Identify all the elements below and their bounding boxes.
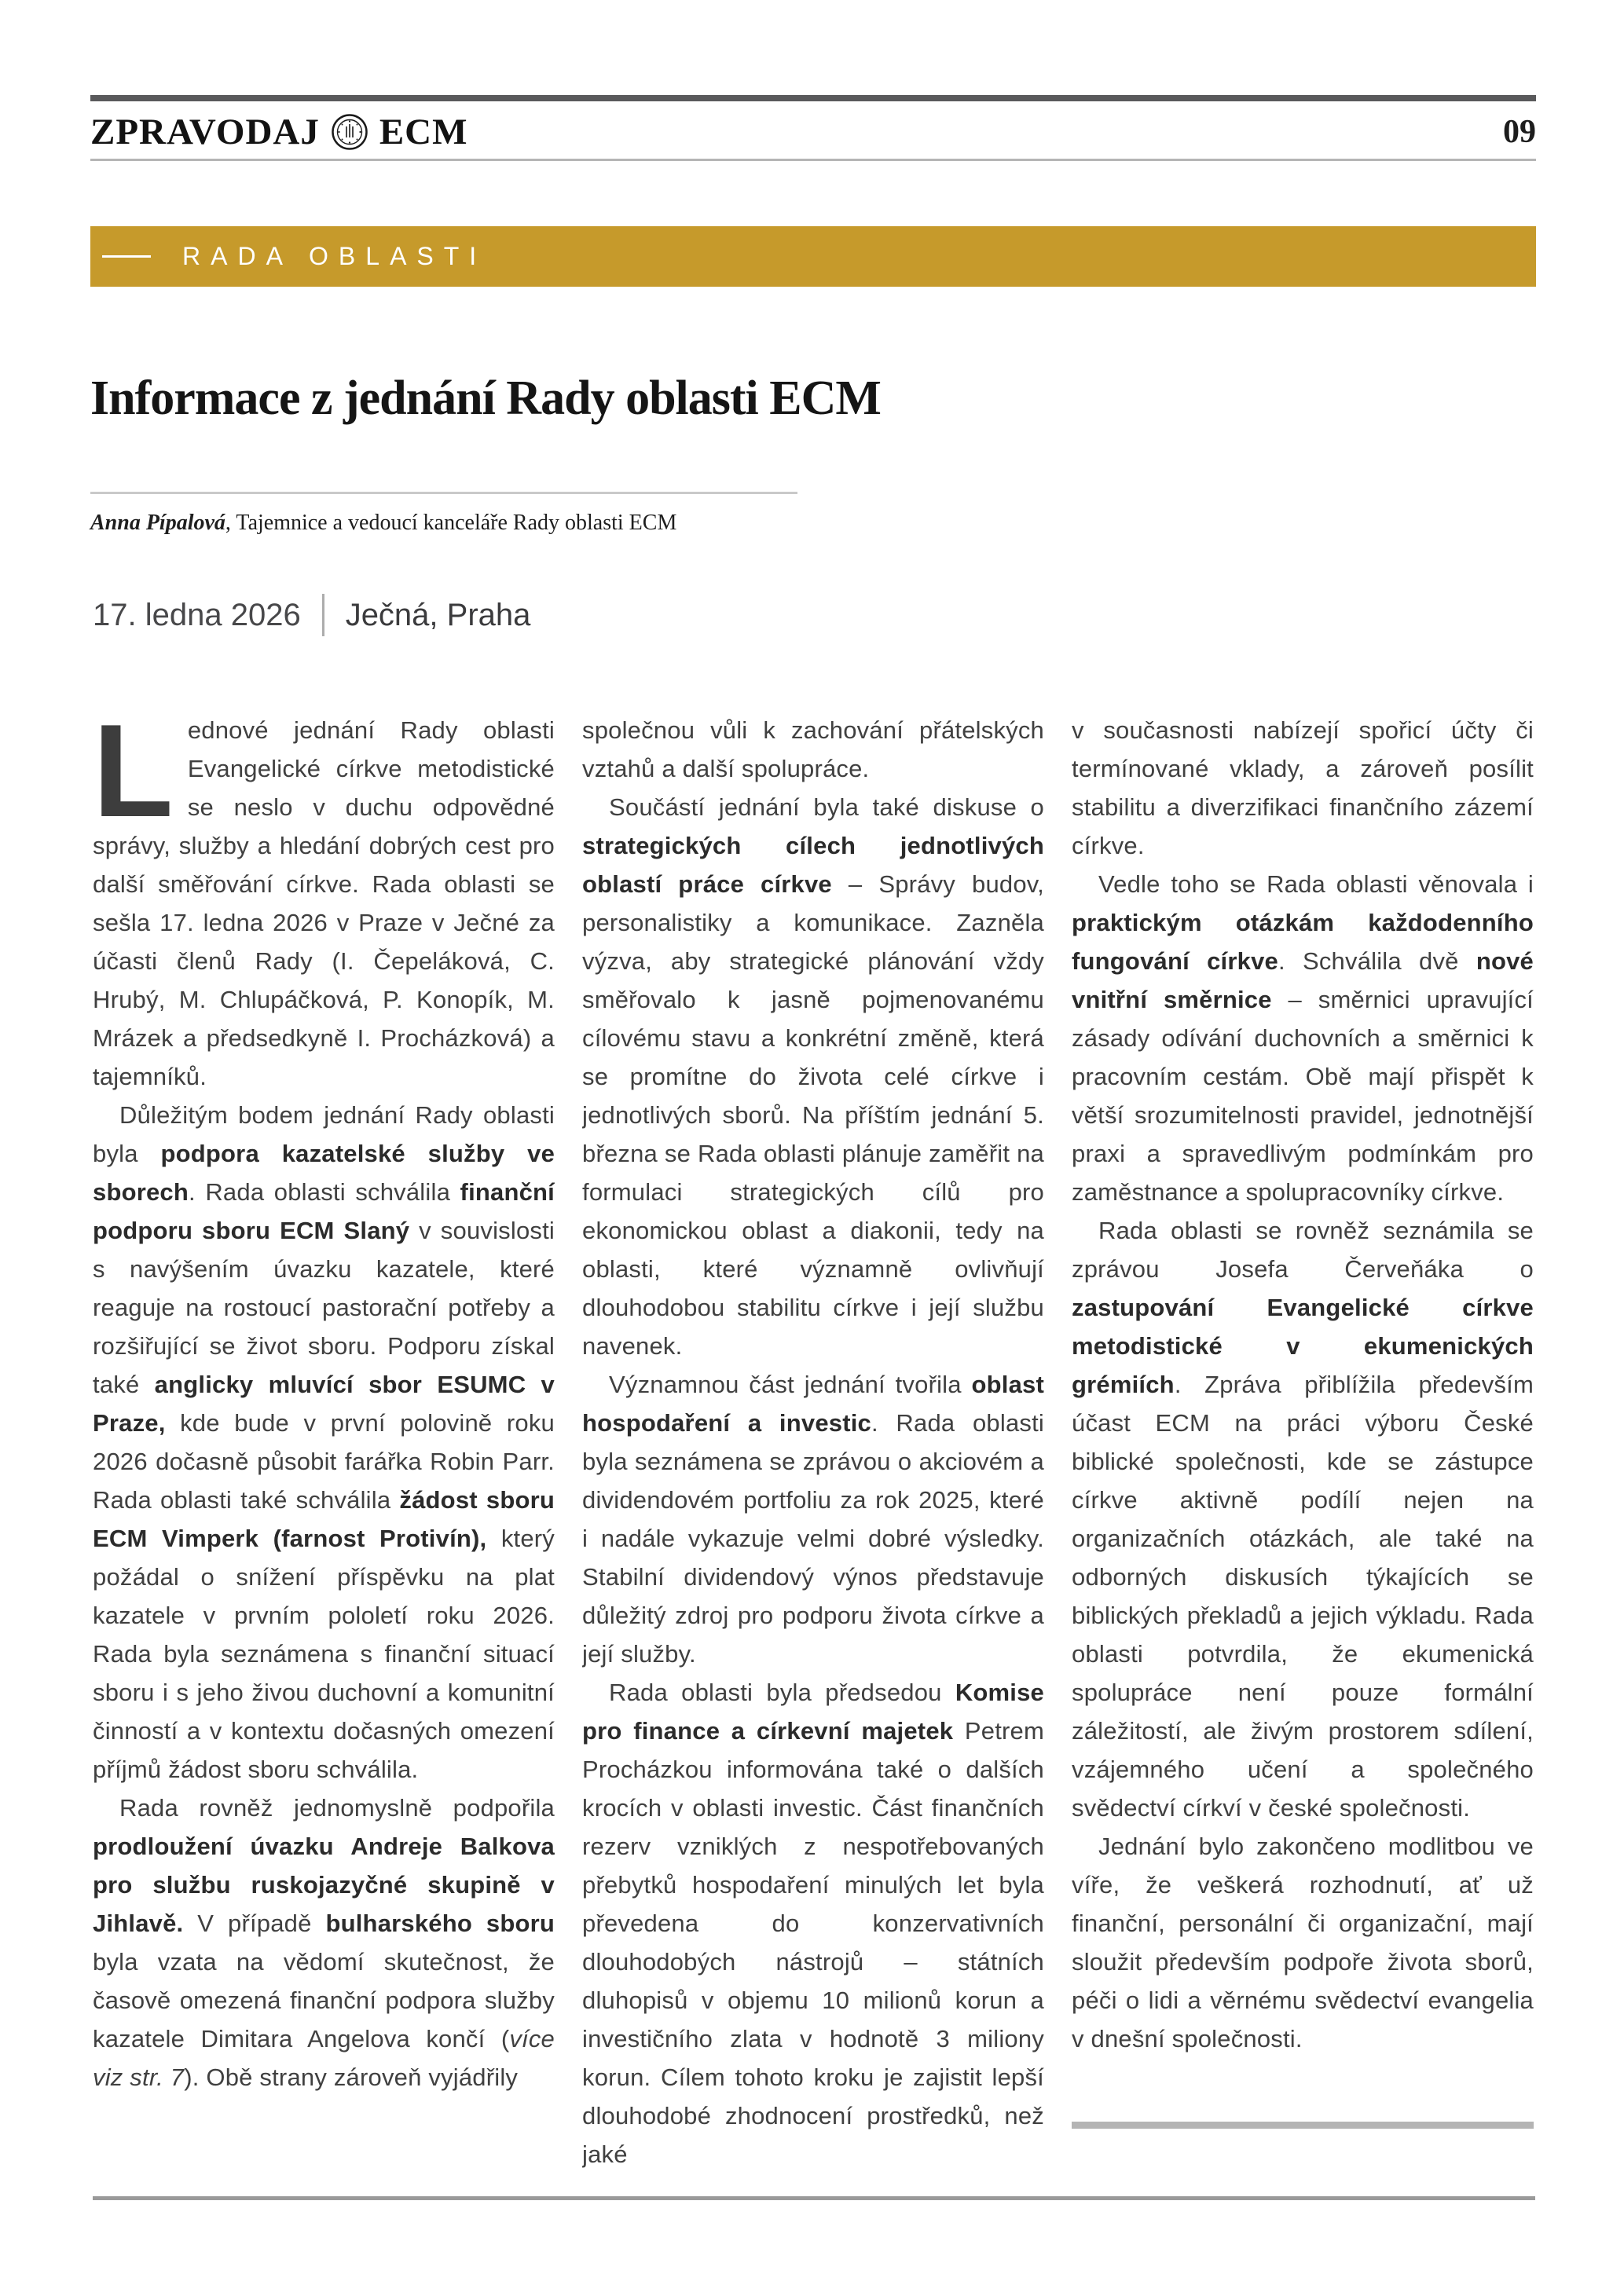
body-text: Rada rovněž jednomyslně podpořila (119, 1794, 555, 1822)
body-text: . Rada oblasti byla seznámena se zprávou o akciovém a dividendovém portfoliu za rok 2025, které i nadále vykazuje velmi dobré výsledky. Stabilní dividendový výnos představuje důležitý zdroj pro podporu života církve a její služby. (582, 1409, 1044, 1668)
body-text: Důležitým bodem jednání Rady oblasti byla (93, 1101, 555, 1167)
body-paragraph (582, 788, 1044, 1365)
body-paragraph (93, 1789, 555, 2096)
body-text: v souvislosti s navýšením úvazku kazatele, které reaguje na rostoucí pastorační potřeby a rozšiřující se život sboru. Podporu získal také (93, 1217, 555, 1398)
section-label: RADA OBLASTI (182, 242, 487, 270)
masthead-logo-group (90, 113, 467, 151)
body-text: Jednání bylo zakončeno modlitbou ve víře, že veškerá rozhodnutí, ať už finanční, personální či organizační, mají sloužit především podpoře života sborů, péči o lidi a věrnému svědectví evangelia v dnešní společnosti. (1072, 1833, 1534, 2052)
body-text: který požádal o snížení příspěvku na plat kazatele v prvním pololetí roku 2026. Rada byla seznámena s finanční situací sboru i s jeho živou duchovní a komunitní činností a v kontextu dočasných omezení příjmů žádost sboru schválila. (93, 1525, 555, 1783)
byline (90, 509, 1426, 537)
bold-text: zastupování Evangelické církve metodistické v ekumenických grémiích (1072, 1294, 1534, 1398)
body-text: – Správy budov, personalistiky a komunikace. Zazněla výzva, aby strategické plánování vždy směřovalo k jasně pojmenovanému cílovému stavu a konkrétní změně, která se promítne do života celé církve i jednotlivých sborů. Na příštím jednání 5. března se Rada oblasti plánuje zaměřit na formulaci strategických cílů pro ekonomickou oblast a diakonii, tedy na oblasti, které významně ovlivňují dlouhodobou stabilitu církve i její službu navenek. (582, 870, 1044, 1360)
body-text: byla vzata na vědomí skutečnost, že časově omezená finanční podpora služby kazatele Dimitara Angelova končí ( (93, 1948, 555, 2052)
dateline-date: 17. ledna 2026 (93, 597, 301, 632)
body-text: . Zpráva přiblížila především účast ECM na práci výboru České biblické společnosti, kde se zástupce církve aktivně podílí nejen na organizačních otázkách, ale také na odborných diskusích týkajících se biblických překladů a jejich výkladu. Rada oblasti potvrdila, že ekumenická spolupráce není pouze formální záležitostí, ale živým prostorem sdílení, vzájemného učení a společného svědectví církví v české společnosti. (1072, 1371, 1534, 1822)
footer-rule (93, 2196, 1535, 2200)
body-paragraph (1072, 1827, 1534, 2058)
section-bar (90, 226, 1536, 287)
body-text: . Schválila dvě (1278, 947, 1476, 975)
body-text: v současnosti nabízejí spořicí účty či termínované vklady, a zároveň posílit stabilitu a diverzifikaci finančního zázemí církve. (1072, 716, 1534, 859)
drop-cap: L (93, 711, 174, 844)
body-paragraph (582, 711, 1044, 788)
body-text: Rada oblasti se rovněž seznámila se zprávou Josefa Červeňáka o (1072, 1217, 1534, 1283)
body-paragraph (1072, 1211, 1534, 1827)
article-column-2 (582, 711, 1044, 2195)
body-text: ednové jednání Rady oblasti Evangelické církve metodistické se neslo v duchu odpovědné správy, služby a hledání dobrých cest pro další směřování církve. Rada oblasti se sešla 17. ledna 2026 v Praze v Ječné za účasti členů Rady (I. Čepeláková, C. Hrubý, M. Chlupáčková, P. Konopík, M. Mrázek a předsedkyně I. Procházková) a tajemníků. (93, 716, 555, 1090)
body-text: Vedle toho se Rada oblasti věnovala i (1098, 870, 1534, 898)
body-text: V případě (183, 1910, 326, 1937)
masthead (90, 109, 1536, 155)
article-column-3 (1072, 711, 1534, 2195)
body-text: Petrem Procházkou informována také o dalších krocích v oblasti investic. Část finančních rezerv vzniklých z nespotřebovaných přebytků hospodaření minulých let byla převedena do konzervativních dlouhodobých nástrojů – státních dluhopisů v objemu 10 milionů korun a investičního zlata v hodnotě 3 miliony korun. Cílem tohoto kroku je zajistit lepší dlouhodobé zhodnocení prostředků, než jaké (582, 1717, 1044, 2168)
bold-text: podpora kazatelské služby ve sborech (93, 1140, 555, 1206)
bottom-accent-bar (1072, 2122, 1534, 2129)
section-dash-icon (102, 255, 151, 258)
body-paragraph (582, 1365, 1044, 1673)
body-text: Významnou část jednání tvořila (609, 1371, 972, 1398)
masthead-title-right: ECM (379, 111, 468, 152)
top-accent-bar (90, 95, 1536, 101)
body-text: společnou vůli k zachování přátelských vztahů a další spolupráce. (582, 716, 1044, 782)
byline-author: Anna Pípalová (90, 511, 225, 535)
bold-text: strategických cílech jednotlivých oblastí práce církve (582, 832, 1044, 898)
body-paragraph (1072, 711, 1534, 865)
bold-text: finanční podporu sboru ECM Slaný (93, 1178, 555, 1244)
body-text: Rada oblasti byla předsedou (609, 1679, 955, 1706)
body-paragraph (93, 711, 555, 1096)
body-paragraph (93, 1096, 555, 1789)
bold-text: nové vnitřní směrnice (1072, 947, 1534, 1013)
bold-text: Komise pro finance a církevní majetek (582, 1679, 1044, 1745)
dateline-location: Ječná, Praha (345, 597, 531, 632)
masthead-title-left: ZPRAVODAJ (90, 111, 320, 152)
body-text: – směrnici upravující zásady odívání duchovních a směrnici k pracovním cestám. Obě mají přispět k větší srozumitelnosti pravidel, jednotnější praxi a spravedlivým podmínkám pro zaměstnance a spolupracovníky církve. (1072, 986, 1534, 1206)
dateline-separator (322, 594, 324, 636)
header-rule (90, 159, 1536, 161)
body-text: ). Obě strany zároveň vyjádřily (184, 2063, 519, 2091)
bold-text: prodloužení úvazku Andreje Balkova pro službu ruskojazyčné skupině v Jihlavě. (93, 1833, 555, 1937)
church-seal-icon (331, 113, 368, 151)
body-text: . Rada oblasti schválila (189, 1178, 460, 1206)
dateline (93, 594, 530, 636)
page-number: 09 (1503, 114, 1536, 150)
bold-text: praktickým otázkám každodenního fungování církve (1072, 909, 1534, 975)
article-column-1 (93, 711, 555, 2195)
bold-text: oblast hospodaření a investic (582, 1371, 1044, 1437)
byline-rule (90, 492, 797, 494)
italic-text: více viz str. 7 (93, 2025, 555, 2091)
bold-text: anglicky mluvící sbor ESUMC v Praze, (93, 1371, 555, 1437)
body-paragraph (582, 1673, 1044, 2173)
bold-text: žádost sboru ECM Vimperk (farnost Protivín), (93, 1486, 555, 1552)
body-text: kde bude v první polovině roku 2026 dočasně působit farářka Robin Parr. Rada oblasti také schválila (93, 1409, 555, 1514)
bold-text: bulharského sboru (325, 1910, 555, 1937)
byline-role: , Tajemnice a vedoucí kanceláře Rady oblasti ECM (225, 511, 677, 535)
article-title: Informace z jednání Rady oblasti ECM (90, 372, 881, 425)
body-paragraph (1072, 865, 1534, 1211)
body-text: Součástí jednání byla také diskuse o (609, 793, 1044, 821)
